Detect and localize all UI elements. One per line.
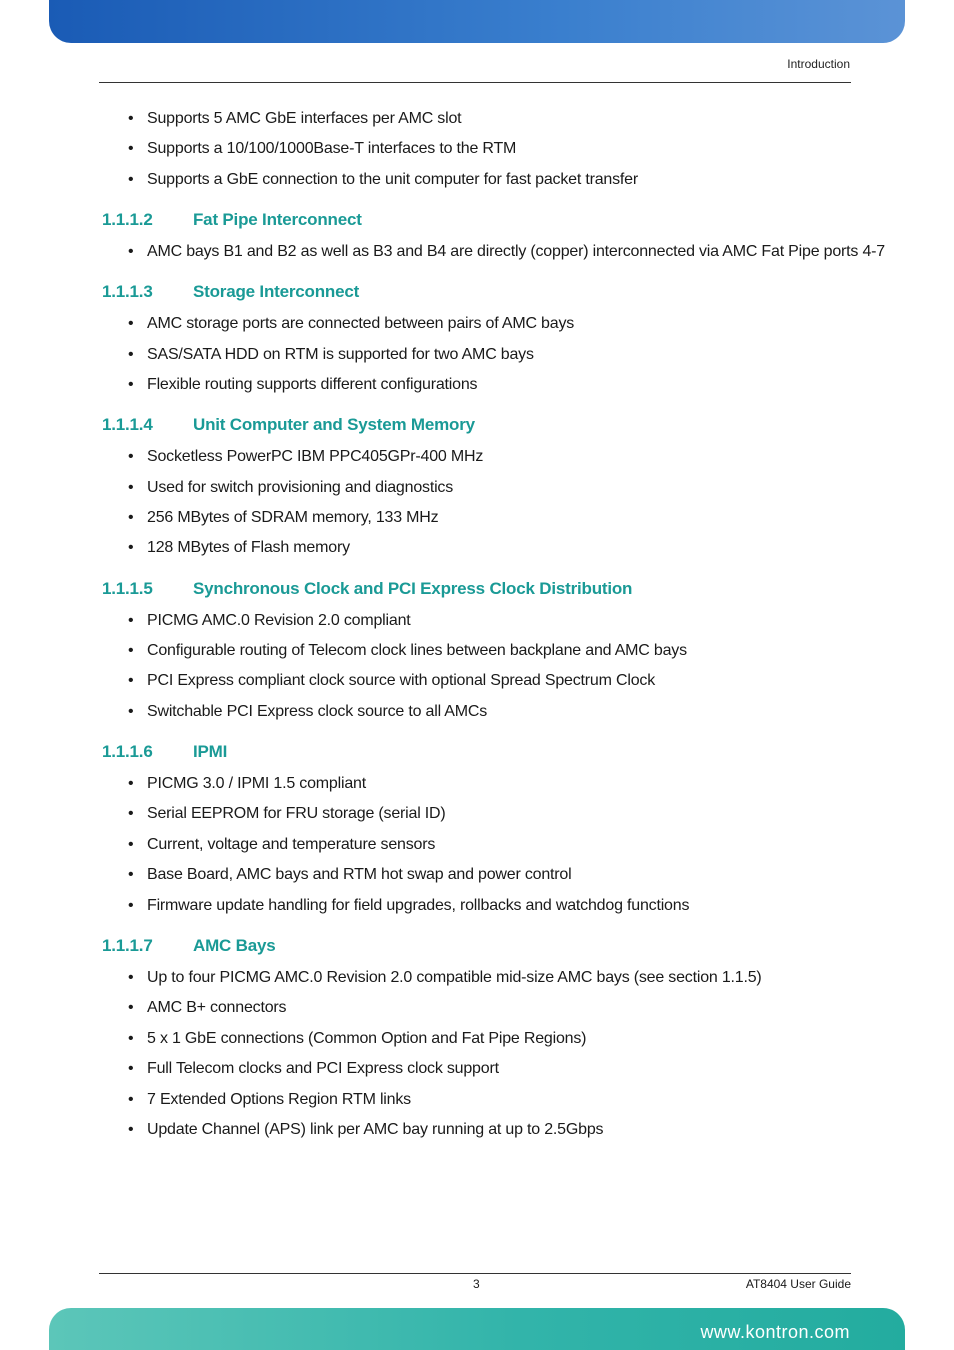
bullet-marker: • bbox=[128, 775, 134, 792]
list-item: • PICMG 3.0 / IPMI 1.5 compliant bbox=[128, 775, 366, 792]
list-item: • AMC storage ports are connected between pairs of AMC bays bbox=[128, 315, 575, 332]
bullet-marker: • bbox=[128, 642, 134, 659]
bullet-marker: • bbox=[128, 897, 134, 914]
list-item: • PCI Express compliant clock source with optional Spread Spectrum Clock bbox=[128, 672, 656, 689]
bullet-marker: • bbox=[128, 346, 134, 363]
list-item: • Firmware update handling for field upgrades, rollbacks and watchdog functions bbox=[128, 897, 690, 914]
list-item: • Serial EEPROM for FRU storage (serial ID) bbox=[128, 805, 446, 822]
bullet-marker: • bbox=[128, 315, 134, 332]
bullet-marker: • bbox=[128, 376, 134, 393]
list-item: • 5 x 1 GbE connections (Common Option and Fat Pipe Regions) bbox=[128, 1030, 587, 1047]
bullet-marker: • bbox=[128, 866, 134, 883]
list-item: • Used for switch provisioning and diagnostics bbox=[128, 479, 454, 496]
header-band bbox=[49, 0, 905, 43]
bullet-marker: • bbox=[128, 448, 134, 465]
list-item: • Flexible routing supports different configurations bbox=[128, 376, 478, 393]
bullet-marker: • bbox=[128, 479, 134, 496]
section-heading: 1.1.1.2 Fat Pipe Interconnect bbox=[102, 210, 362, 229]
bullet-marker: • bbox=[128, 1030, 134, 1047]
bullet-marker: • bbox=[128, 1060, 134, 1077]
bullet-marker: • bbox=[128, 1121, 134, 1138]
bullet-marker: • bbox=[128, 672, 134, 689]
document-title: AT8404 User Guide bbox=[745, 1277, 851, 1291]
bullet-marker: • bbox=[128, 999, 134, 1016]
list-item: • 256 MBytes of SDRAM memory, 133 MHz bbox=[128, 509, 439, 526]
list-item: • Base Board, AMC bays and RTM hot swap and power control bbox=[128, 866, 572, 883]
list-item: • Supports 5 AMC GbE interfaces per AMC slot bbox=[128, 110, 462, 127]
bullet-marker: • bbox=[128, 171, 134, 188]
section-heading: 1.1.1.4 Unit Computer and System Memory bbox=[102, 415, 475, 434]
footer-rule bbox=[99, 1273, 851, 1274]
list-item: • PICMG AMC.0 Revision 2.0 compliant bbox=[128, 612, 411, 629]
bullet-marker: • bbox=[128, 140, 134, 157]
list-item: • Current, voltage and temperature sensors bbox=[128, 836, 436, 853]
list-item: • Update Channel (APS) link per AMC bay running at up to 2.5Gbps bbox=[128, 1121, 604, 1138]
bullet-marker: • bbox=[128, 703, 134, 720]
bullet-marker: • bbox=[128, 612, 134, 629]
list-item: • AMC B+ connectors bbox=[128, 999, 287, 1016]
running-header: Introduction bbox=[787, 57, 850, 71]
list-item: • Up to four PICMG AMC.0 Revision 2.0 compatible mid-size AMC bays (see section 1.1.5) bbox=[128, 969, 762, 986]
list-item: • 128 MBytes of Flash memory bbox=[128, 539, 350, 556]
list-item: • SAS/SATA HDD on RTM is supported for two AMC bays bbox=[128, 346, 534, 363]
bullet-marker: • bbox=[128, 1091, 134, 1108]
section-heading: 1.1.1.3 Storage Interconnect bbox=[102, 282, 360, 301]
list-item: • Socketless PowerPC IBM PPC405GPr-400 MHz bbox=[128, 448, 484, 465]
list-item: • AMC bays B1 and B2 as well as B3 and B4 are directly (copper) interconnected via AMC Fat Pipe ports 4-7 bbox=[128, 243, 885, 260]
section-heading: 1.1.1.5 Synchronous Clock and PCI Express Clock Distribution bbox=[102, 579, 633, 598]
header-rule bbox=[99, 82, 851, 83]
bullet-marker: • bbox=[128, 539, 134, 556]
bullet-marker: • bbox=[128, 836, 134, 853]
list-item: • Supports a GbE connection to the unit computer for fast packet transfer bbox=[128, 171, 638, 188]
list-item: • Switchable PCI Express clock source to all AMCs bbox=[128, 703, 488, 720]
page-number: 3 bbox=[473, 1277, 480, 1291]
bullet-marker: • bbox=[128, 509, 134, 526]
bullet-marker: • bbox=[128, 243, 134, 260]
bullet-marker: • bbox=[128, 110, 134, 127]
website-link[interactable]: www.kontron.com bbox=[700, 1322, 850, 1342]
section-heading: 1.1.1.6 IPMI bbox=[102, 742, 228, 761]
section-heading: 1.1.1.7 AMC Bays bbox=[102, 936, 276, 955]
list-item: • 7 Extended Options Region RTM links bbox=[128, 1091, 411, 1108]
bullet-marker: • bbox=[128, 969, 134, 986]
list-item: • Full Telecom clocks and PCI Express clock support bbox=[128, 1060, 499, 1077]
bullet-marker: • bbox=[128, 805, 134, 822]
list-item: • Configurable routing of Telecom clock lines between backplane and AMC bays bbox=[128, 642, 687, 659]
list-item: • Supports a 10/100/1000Base-T interfaces to the RTM bbox=[128, 140, 517, 157]
